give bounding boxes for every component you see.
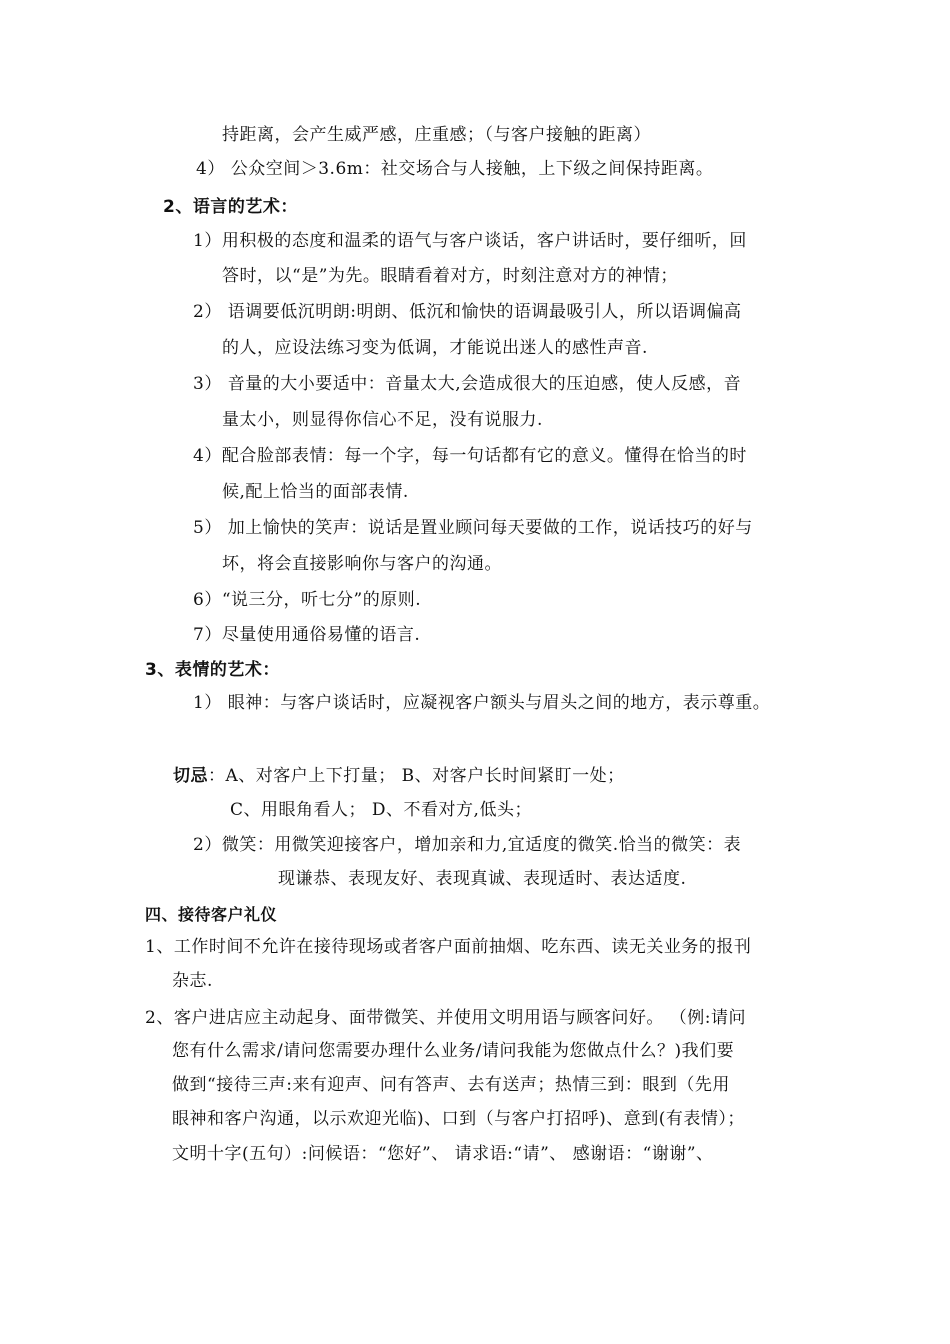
text-line: C、用眼角看人； D、不看对方,低头；	[230, 800, 532, 820]
text-line: 现谦恭、表现友好、表现真诚、表现适时、表达适度.	[278, 869, 687, 889]
section-heading: 2、语言的艺术：	[163, 197, 298, 217]
text-line: 量太小，则显得你信心不足，没有说服力.	[222, 410, 543, 430]
text-line: 2、客户进店应主动起身、面带微笑、并使用文明用语与顾客问好。 （例:请问	[145, 1008, 746, 1028]
text-line: 6）“说三分，听七分”的原则.	[193, 590, 422, 610]
caution-items: ：A、对客户上下打量； B、对客户长时间紧盯一处；	[208, 766, 625, 786]
text-line: 答时，以“是”为先。眼睛看着对方，时刻注意对方的神情；	[222, 266, 678, 286]
caution-label: 切忌	[173, 766, 208, 786]
text-line: 持距离，会产生威严感，庄重感；（与客户接触的距离）	[222, 125, 651, 145]
text-line: 4） 公众空间＞3.6m：社交场合与人接触，上下级之间保持距离。	[196, 159, 714, 179]
text-line: 3） 音量的大小要适中：音量太大,会造成很大的压迫感，使人反感，音	[193, 374, 742, 394]
text-line: 文明十字(五句）:问候语：“您好”、 请求语:“请”、 感谢语：“谢谢”、	[172, 1144, 714, 1164]
section-heading: 四、接待客户礼仪	[145, 905, 278, 924]
text-line: 候,配上恰当的面部表情.	[222, 482, 409, 502]
caution-line	[173, 765, 625, 787]
text-line: 您有什么需求/请问您需要办理什么业务/请问我能为您做点什么？)我们要	[172, 1041, 735, 1061]
text-line: 1）用积极的态度和温柔的语气与客户谈话，客户讲话时，要仔细听，回	[193, 231, 747, 251]
text-line: 杂志.	[172, 971, 213, 991]
text-line: 坏，将会直接影响你与客户的沟通。	[222, 554, 502, 574]
text-line: 眼神和客户沟通，以示欢迎光临)、口到（与客户打招呼)、意到(有表情）；	[172, 1109, 745, 1129]
section-heading: 3、表情的艺术：	[145, 660, 280, 680]
text-line: 4）配合脸部表情：每一个字，每一句话都有它的意义。懂得在恰当的时	[193, 446, 747, 466]
text-line: 做到“接待三声:来有迎声、问有答声、去有送声；热情三到：眼到（先用	[172, 1075, 730, 1095]
text-line: 1、工作时间不允许在接待现场或者客户面前抽烟、吃东西、读无关业务的报刊	[145, 937, 752, 957]
text-line: 7）尽量使用通俗易懂的语言.	[193, 625, 421, 645]
text-line: 2） 语调要低沉明朗:明朗、低沉和愉快的语调最吸引人，所以语调偏高	[193, 302, 742, 322]
text-line: 5） 加上愉快的笑声：说话是置业顾问每天要做的工作，说话技巧的好与	[193, 518, 753, 538]
text-line: 2）微笑：用微笑迎接客户，增加亲和力,宜适度的微笑.恰当的微笑：表	[193, 835, 742, 855]
text-line: 的人，应设法练习变为低调，才能说出迷人的感性声音.	[222, 338, 648, 358]
text-line: 1） 眼神：与客户谈话时，应凝视客户额头与眉头之间的地方，表示尊重。	[193, 693, 771, 713]
